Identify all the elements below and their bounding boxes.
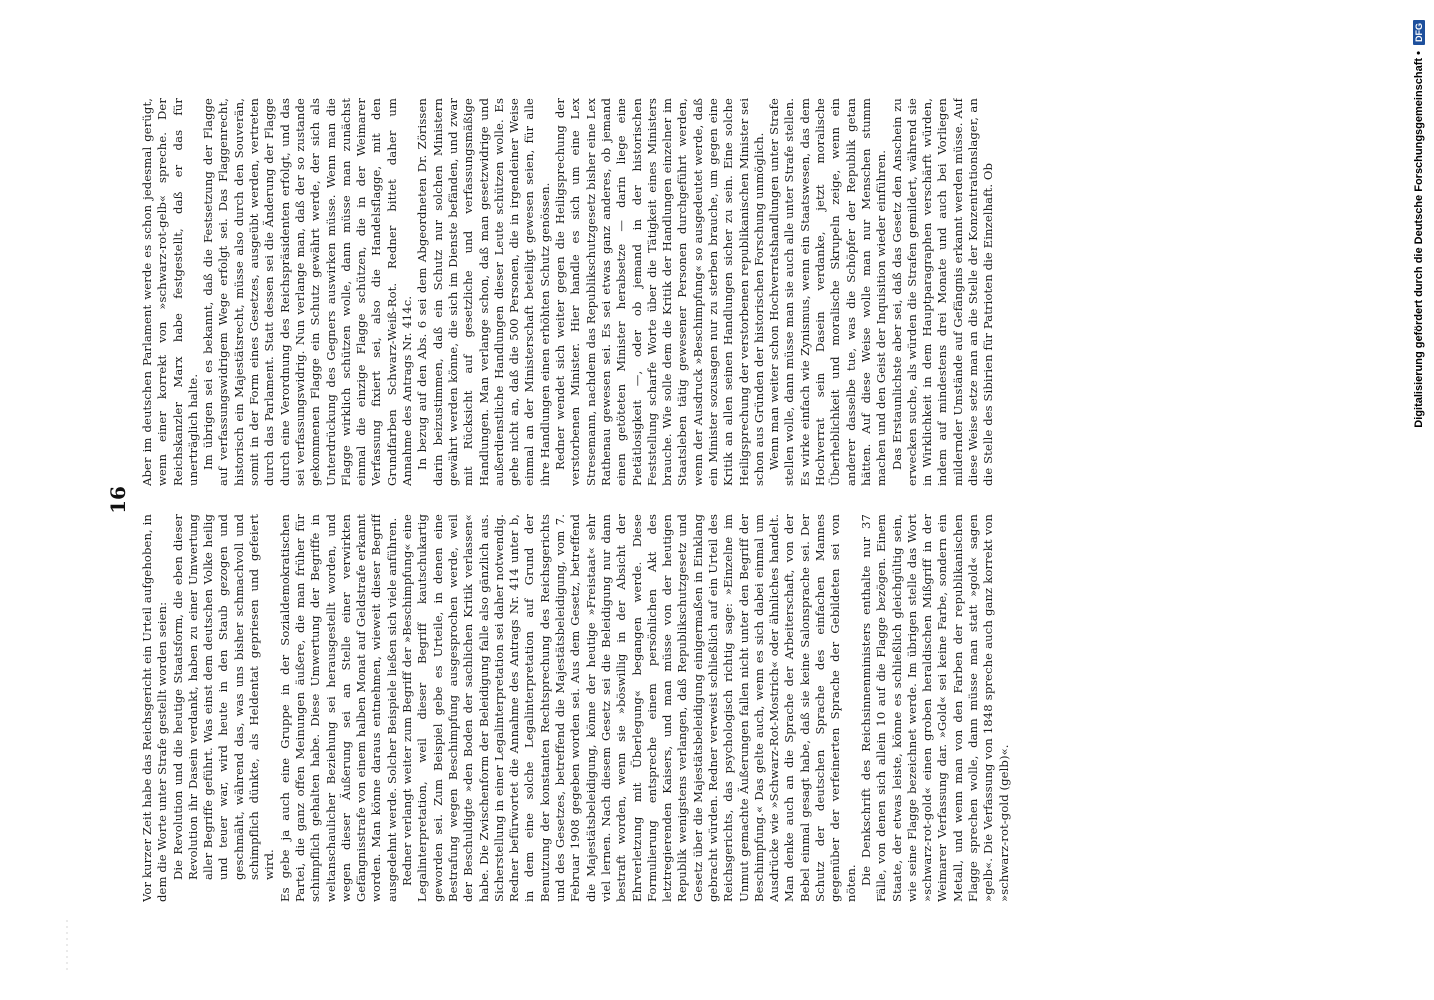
left-paragraph: Vor kurzer Zeit habe das Reichsgericht ein Urteil aufgehoben, in dem die Worte unter Strafe gestellt worden seien: xyxy=(140,514,170,902)
page-content xyxy=(100,70,1320,930)
digitization-credit xyxy=(1404,0,1434,1000)
left-paragraph: Es gebe ja auch eine Gruppe in der Sozialdemokratischen Partei, die ganz offen Meinungen äußere, die man früher für schimpflich gehalten habe. Diese Umwertung der Begriffe in weltanschaulicher Beziehung sei herausgestellt worden, und wegen dieser Äußerung sei an Stelle einer verwirkten Gefängnisstrafe von einem halben Monat auf Geldstrafe erkannt worden. Man könne daraus entnehmen, wieweit dieser Begriff ausgedehnt werde. Solcher Beispiele ließen sich viele anführen. xyxy=(277,514,399,902)
right-paragraph: Redner wendet sich weiter gegen die Heiligsprechung der verstorbenen Minister. Hier handle es sich um eine Lex Stresemann, nachdem das Republikschutzgesetz bisher eine Lex Rathenau gewesen sei. Es sei etwas ganz anderes, ob jemand einen getöteten Minister herabsetze — darin liege eine Pietätlosigkeit —, oder ob jemand in der historischen Feststellung scharfe Worte über die Tätigkeit eines Ministers brauche. Wie solle dem die Kritik der Handlungen einzelner im Staatsleben tätig gewesener Personen durchgeführt werden, wenn der Ausdruck »Beschimpfung« so ausgedeutet werde, daß ein Minister sozusagen nur zu sterben brauche, um gegen eine Kritik an allen seinen Handlungen sicher zu sein. Eine solche Heiligsprechung der verstorbenen republikanischen Minister sei schon aus Gründen der historischen Forschung unmöglich. xyxy=(553,98,766,486)
page-number: 16 xyxy=(106,486,130,514)
right-paragraph: Wenn man weiter schon Hochverratshandlungen unter Strafe stellen wolle, dann müsse man sie auch alle unter Strafe stellen. Es wirke einfach wie Zynismus, wenn ein Staatswesen, das dem Hochverrat sein Dasein verdanke, jetzt moralische Überheblichkeit und moralische Skrupeln zeige, wenn ein anderer dasselbe tue, was die Schöpfer der Republik getan hätten. Auf diese Weise wolle man nur Menschen stumm machen und den Geist der Inquisition wieder einführen. xyxy=(767,98,889,486)
right-paragraph: Aber im deutschen Parlament werde es schon jedesmal gerügt, wenn einer korrekt von »schwarz-rot-gelb« spreche. Der Reichskanzler Marx habe festgestellt, daß er das für unerträglich halte. xyxy=(140,98,200,486)
right-column xyxy=(140,98,1310,486)
dfg-logo: DFG xyxy=(1413,20,1425,45)
left-paragraph: Die Denkschrift des Reichsinnenministers enthalte nur 37 Fälle, von denen sich allein 10 auf die Flagge bezögen. Einem Staate, der etwas leiste, könne es schließlich gleichgültig sein, wie seine Flagge bezeichnet werde. Im übrigen stelle das Wort »schwarz-rot-gold« einen groben heraldischen Mißgriff in der Weimarer Verfassung dar. »Gold« sei keine Farbe, sondern ein Metall, und wenn man von den Farben der republikanischen Flagge sprechen wolle, dann müsse man statt »gold« sagen »gelb«. Die Verfassung von 1848 spreche auch ganz korrekt von »schwarz-rot-gold (gelb)«. xyxy=(858,514,1011,902)
left-paragraph: Die Revolution und die heutige Staatsform, die eben dieser Revolution ihr Dasein verdankt, haben zu einer Umwertung aller Begriffe geführt. Was einst dem deutschen Volke heilig und teuer war, wird heute in den Staub gezogen und geschmäht, während das, was uns bisher schmachvoll und schimpflich dünkte, als Heldentat gepriesen und gefeiert wird. xyxy=(170,514,277,880)
left-column xyxy=(140,514,1310,902)
right-paragraph: In bezug auf den Abs. 6 sei dem Abgeordneten Dr. Zörissen darin beizustimmen, daß ein Schutz nur solchen Ministern gewährt werden könne, die sich im Dienste befänden, und zwar mit Rücksicht auf gesetzliche und verfassungsmäßige Handlungen. Man verlange schon, daß man gesetzwidrige und außerdienstliche Handlungen dieser Leute schützen wolle. Es gehe nicht an, daß die 500 Personen, die in irgendeiner Weise einmal an der Ministerschaft beteiligt gewesen seien, für alle ihre Handlungen einen erhöhten Schutz genössen. xyxy=(415,98,552,486)
left-paragraph: Redner verlangt weiter zum Begriff der »Beschimpfung« eine Legalinterpretation, weil dieser Begriff kautschukartig geworden sei. Zum Beispiel gebe es Urteile, in denen eine Bestrafung wegen Beschimpfung ausgesprochen werde, weil der Beschuldigte »den Boden der sachlichen Kritik verlassen« habe. Die Zwischenform der Beleidigung falle also gänzlich aus. Sicherstellung in einer Legalinterpretation sei daher notwendig. Redner befürwortet die Annahme des Antrags Nr. 414 unter b, in dem eine solche Legalinterpretation auf Grund der Benutzung der konstanten Rechtsprechung des Reichsgerichts und des Gesetzes, betreffend die Majestätsbeleidigung, vom 7. Februar 1908 gegeben worden sei. Aus dem Gesetz, betreffend die Majestätsbeleidigung, könne der heutige »Freistaat« sehr viel lernen. Nach diesem Gesetz sei die Beleidigung nur dann bestraft worden, wenn sie »böswillig in der Absicht der Ehrverletzung mit Überlegung« begangen werde. Diese Formulierung entspreche einem persönlichen Akt des letztregierenden Kaisers, und man müsse von der heutigen Republik wenigstens verlangen, daß Republikschutzgesetz und Gesetz über die Majestätsbeleidigung einigermaßen in Einklang gebracht würden. Redner verweist schließlich auf ein Urteil des Reichsgerichts, das psychologisch richtig sage: »Einzelne im Unmut gemachte Äußerungen fallen nicht unter den Begriff der Beschimpfung.« Das gelte auch, wenn es sich dabei einmal um Ausdrücke wie »Schwarz-Rot-Mostrich« oder ähnliches handelt. Man denke auch an die Sprache der Arbeiterschaft, von der Bebel einmal gesagt habe, daß sie keine Salonsprache sei. Der Schutz der deutschen Sprache des einfachen Mannes gegenüber der verfeinerten Sprache der Gebildeten sei von nöten. xyxy=(400,514,858,902)
credit-text: Digitalisierung gefördert durch die Deutsche Forschungsgemeinschaft • xyxy=(1413,51,1425,428)
credit-line xyxy=(1408,0,1430,1000)
text-columns xyxy=(140,98,1310,902)
scan-edge-mark xyxy=(62,920,72,970)
right-paragraph: Das Erstaunlichste aber sei, daß das Gesetz den Anschein zu erwecken suche, als würden die Strafen gemildert, während sie in Wirklichkeit in dem Hauptparagraphen verschärft würden, indem auf mindestens drei Monate und auch bei Vorliegen mildernder Umstände auf Gefängnis erkannt werden müsse. Auf diese Weise setze man an die Stelle der Konzentrationslager, an die Stelle des Sibirien für Patrioten die Einzelhaft. Ob xyxy=(889,98,996,486)
right-paragraph: Im übrigen sei es bekannt, daß die Festsetzung der Flagge auf verfassungswidrigem Wege erfolgt sei. Das Flaggenrecht, historisch ein Majestätsrecht, müsse also durch den Souverän, somit in der Form eines Gesetzes, ausgeübt werden, vertreten durch das Parlament. Statt dessen sei die Änderung der Flagge durch eine Verordnung des Reichspräsidenten erfolgt, und das sei verfassungswidrig. Nun verlange man, daß der so zustande gekommenen Flagge ein Schutz gewährt werde, der sich als Unterdrückung des Gegners auswirken müsse. Wenn man die Flagge wirklich schützen wolle, dann müsse man zunächst einmal die einzige Flagge schützen, die in der Weimarer Verfassung fixiert sei, also die Handelsflagge, mit den Grundfarben Schwarz-Weiß-Rot. Redner bittet daher um Annahme des Antrags Nr. 414c. xyxy=(201,98,415,486)
